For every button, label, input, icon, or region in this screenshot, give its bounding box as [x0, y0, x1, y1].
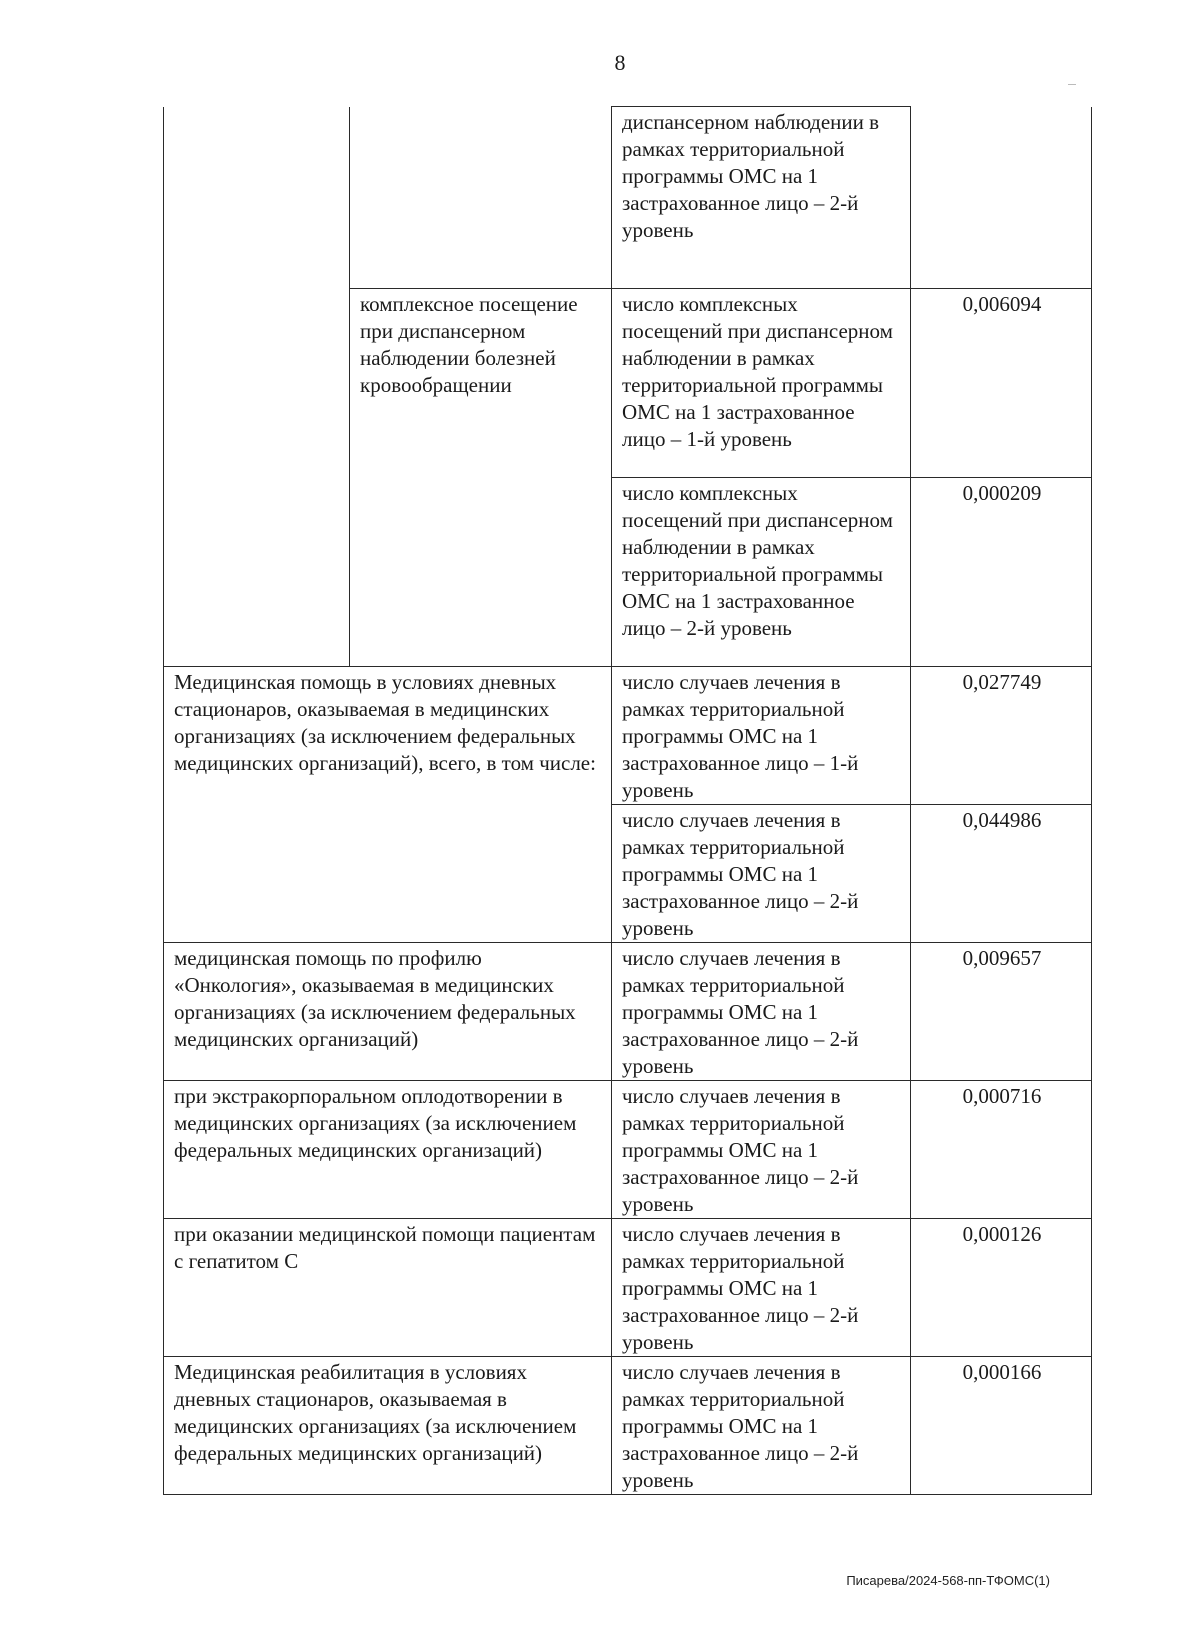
table-row [164, 1081, 1092, 1219]
value-cell: 0,000166 [911, 1357, 1092, 1495]
indicator-cell: число случаев лечения в рамках территориальной программы ОМС на 1 застрахованное лицо – 2-й уровень [612, 805, 911, 943]
type-cell: медицинская помощь по профилю «Онкология», оказываемая в медицинских организациях (за исключением федеральных медицинских организаций) [164, 943, 612, 1081]
value-cell: 0,009657 [911, 943, 1092, 1081]
type-cell: Медицинская реабилитация в условиях дневных стационаров, оказываемая в медицинских организациях (за исключением федеральных медицинских организаций) [164, 1357, 612, 1495]
indicator-cell: число случаев лечения в рамках территориальной программы ОМС на 1 застрахованное лицо – 2-й уровень [612, 943, 911, 1081]
page-number: 8 [614, 50, 626, 75]
table-row [164, 667, 1092, 805]
type-cell: при экстракорпоральном оплодотворении в медицинских организациях (за исключением федеральных медицинских организаций) [164, 1081, 612, 1219]
indicator-cell: число случаев лечения в рамках территориальной программы ОМС на 1 застрахованное лицо – 1-й уровень [612, 667, 911, 805]
value-cell: 0,000716 [911, 1081, 1092, 1219]
value-cell: 0,006094 [911, 289, 1092, 478]
table-row [164, 943, 1092, 1081]
indicator-cell: число комплексных посещений при диспансерном наблюдении в рамках территориальной программы ОМС на 1 застрахованное лицо – 1-й уровень [612, 289, 911, 478]
value-cell: 0,044986 [911, 805, 1092, 943]
scan-mark [1068, 84, 1076, 85]
indicator-cell: диспансерном наблюдении в рамках территориальной программы ОМС на 1 застрахованное лицо – 2-й уровень [612, 107, 911, 289]
indicator-cell: число случаев лечения в рамках территориальной программы ОМС на 1 застрахованное лицо – 2-й уровень [612, 1081, 911, 1219]
indicator-cell: число случаев лечения в рамках территориальной программы ОМС на 1 застрахованное лицо – 2-й уровень [612, 1219, 911, 1357]
table-row [164, 107, 1092, 289]
table-row [164, 1219, 1092, 1357]
table-row [164, 1357, 1092, 1495]
type-cell: Медицинская помощь в условиях дневных стационаров, оказываемая в медицинских организациях (за исключением федеральных медицинских организаций), всего, в том числе: [164, 667, 612, 943]
value-cell: 0,027749 [911, 667, 1092, 805]
indicator-cell: число случаев лечения в рамках территориальной программы ОМС на 1 застрахованное лицо – 2-й уровень [612, 1357, 911, 1495]
indicator-cell: число комплексных посещений при диспансерном наблюдении в рамках территориальной программы ОМС на 1 застрахованное лицо – 2-й уровень [612, 478, 911, 667]
subtype-cell: комплексное посещение при диспансерном наблюдении болезней кровообращении [350, 289, 612, 667]
type-cell-empty [164, 107, 350, 667]
type-cell: при оказании медицинской помощи пациентам с гепатитом С [164, 1219, 612, 1357]
document-reference: Писарева/2024-568-пп-ТФОМС(1) [846, 1573, 1050, 1588]
value-cell: 0,000209 [911, 478, 1092, 667]
volume-norms-table [163, 106, 1092, 1495]
value-cell: 0,000126 [911, 1219, 1092, 1357]
value-cell [911, 107, 1092, 289]
subtype-cell-empty [350, 107, 612, 289]
